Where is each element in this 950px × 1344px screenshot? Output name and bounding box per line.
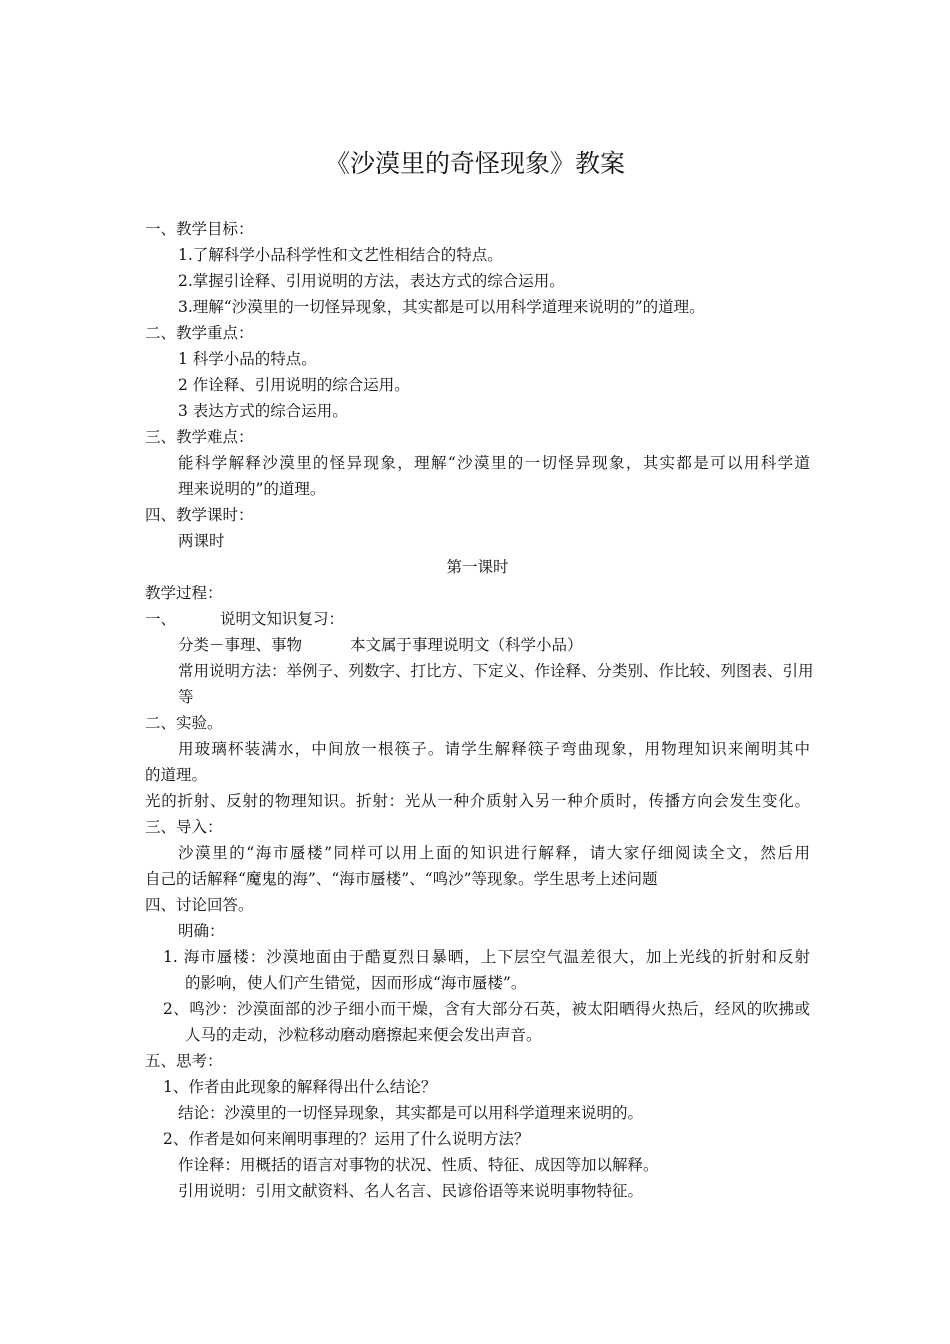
sand-text-line-1: 2、鸣沙：沙漠面部的沙子细小而干燥，含有大部分石英，被太阳晒得火热后，经风的吹拂或 xyxy=(163,1000,810,1018)
process-heading: 教学过程： xyxy=(145,584,223,602)
review-marker: 一、 xyxy=(145,610,177,628)
thinking-answer-2-definition: 作诠释：用概括的语言对事物的状况、性质、特征、成因等加以解释。 xyxy=(178,1156,659,1174)
document-body xyxy=(145,216,814,1204)
key-point-3: 3 表达方式的综合运用。 xyxy=(178,402,348,420)
thinking-question-2: 2、作者是如何来阐明事理的？运用了什么说明方法？ xyxy=(163,1130,530,1148)
intro-heading: 三、导入： xyxy=(145,818,223,836)
sand-text-line-2: 人马的走动，沙粒移动磨动磨擦起来便会发出声音。 xyxy=(185,1026,542,1044)
teaching-goal-3: 3.理解“沙漠里的一切怪异现象，其实都是可以用科学道理来说明的”的道理。 xyxy=(178,298,705,316)
lesson-title: 第一课时 xyxy=(446,558,509,576)
lesson-hours-text: 两课时 xyxy=(178,532,225,550)
thinking-question-1: 1、作者由此现象的解释得出什么结论？ xyxy=(163,1078,437,1096)
document-title: 《沙漠里的奇怪现象》教案 xyxy=(324,149,625,178)
key-point-2: 2 作诠释、引用说明的综合运用。 xyxy=(178,376,410,394)
experiment-text-line-3: 光的折射、反射的物理知识。折射：光从一种介质射入另一种介质时，传播方向会发生变化。 xyxy=(145,792,810,810)
teaching-goal-2: 2.掌握引诠释、引用说明的方法，表达方式的综合运用。 xyxy=(178,272,565,290)
teaching-goal-1: 1.了解科学小品科学性和文艺性相结合的特点。 xyxy=(178,246,503,264)
experiment-text-line-1: 用玻璃杯装满水，中间放一根筷子。请学生解释筷子弯曲现象，用物理知识来阐明其中 xyxy=(178,740,810,758)
difficulties-heading: 三、教学难点： xyxy=(145,428,254,446)
thinking-answer-1: 结论：沙漠里的一切怪异现象，其实都是可以用科学道理来说明的。 xyxy=(178,1104,644,1122)
experiment-heading: 二、实验。 xyxy=(145,714,223,732)
difficulties-text-line-1: 能科学解释沙漠里的怪异现象，理解“沙漠里的一切怪异现象，其实都是可以用科学道 xyxy=(178,454,810,472)
mirage-text-line-2: 的影响，使人们产生错觉，因而形成“海市蜃楼”。 xyxy=(185,974,527,992)
intro-text-line-1: 沙漠里的“海市蜃楼”同样可以用上面的知识进行解释，请大家仔细阅读全文，然后用 xyxy=(178,844,810,862)
intro-text-line-2: 自己的话解释“魔鬼的海”、“海市蜃楼”、“鸣沙”等现象。学生思考上述问题 xyxy=(145,870,658,888)
key-points-heading: 二、教学重点： xyxy=(145,324,254,342)
discussion-clarify: 明确： xyxy=(178,922,225,940)
review-methods-line-1: 常用说明方法：举例子、列数字、打比方、下定义、作诠释、分类别、作比较、列图表、引用 xyxy=(178,662,814,680)
experiment-text-line-2: 的道理。 xyxy=(145,766,208,784)
key-point-1: 1 科学小品的特点。 xyxy=(178,350,317,368)
review-category-right: 本文属于事理说明文（科学小品） xyxy=(350,636,583,654)
difficulties-text-line-2: 理来说明的”的道理。 xyxy=(178,480,326,498)
review-category-left: 分类－事理、事物 xyxy=(178,636,303,654)
review-heading-line xyxy=(145,606,810,632)
lesson-hours-heading: 四、教学课时： xyxy=(145,506,254,524)
review-category-line xyxy=(145,632,810,658)
review-methods-line-2: 等 xyxy=(178,688,194,706)
mirage-text-line-1: 1. 海市蜃楼：沙漠地面由于酷夏烈日暴晒，上下层空气温差很大，加上光线的折射和反射 xyxy=(163,948,810,966)
review-heading: 说明文知识复习： xyxy=(220,610,345,628)
discussion-heading: 四、讨论回答。 xyxy=(145,896,254,914)
thinking-heading: 五、思考： xyxy=(145,1052,223,1070)
thinking-answer-2-citation: 引用说明：引用文献资料、名人名言、民谚俗语等来说明事物特征。 xyxy=(178,1182,644,1200)
teaching-goals-heading: 一、教学目标： xyxy=(145,220,254,238)
